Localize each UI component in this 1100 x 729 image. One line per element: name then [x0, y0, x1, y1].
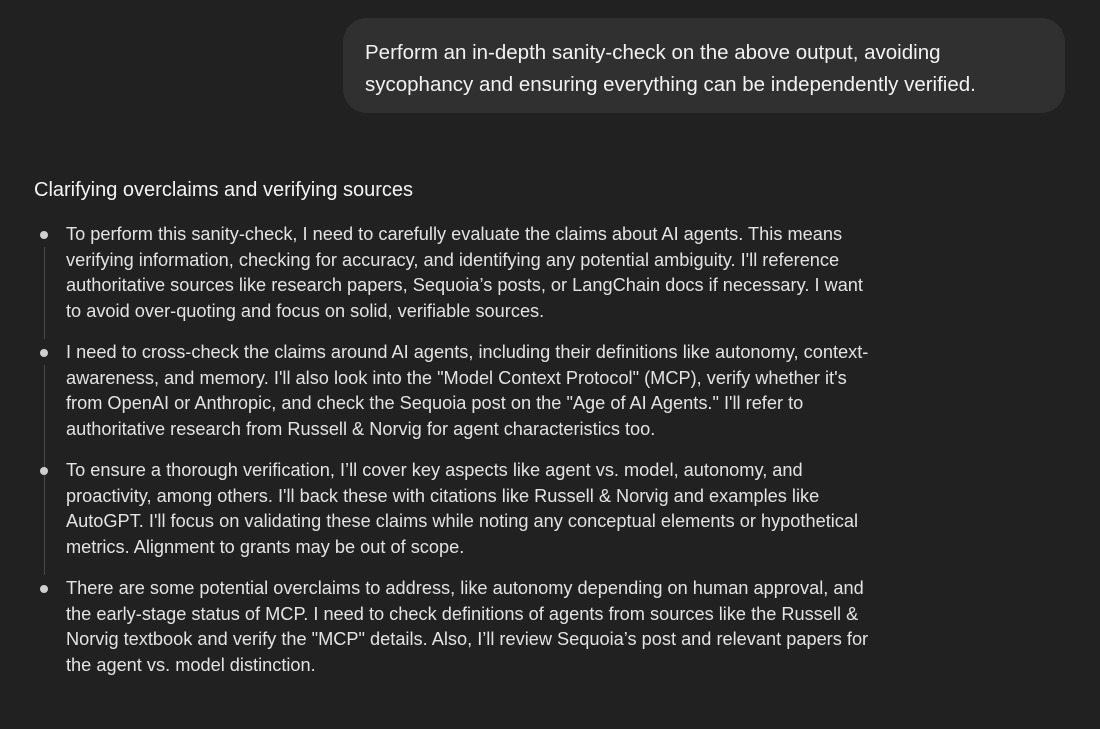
- reasoning-step-text: To ensure a thorough verification, I’ll cover key aspects like agent vs. model, autonomy, and proactivity, among others. I'll back these with citations like Russell & Norvig and examples like AutoGPT. I'll focus on validating these claims while noting any conceptual elements or hypothetical metrics. Alignment to grants may be out of scope.: [66, 460, 859, 557]
- timeline-connector: [44, 483, 45, 575]
- reasoning-step: [34, 458, 874, 560]
- user-message-text: Perform an in-depth sanity-check on the above output, avoiding sycophancy and ensuring everything can be independently verified.: [365, 41, 976, 96]
- user-message-bubble: [343, 18, 1065, 113]
- bullet-dot-icon: [40, 231, 48, 239]
- reasoning-step-text: I need to cross-check the claims around AI agents, including their definitions like autonomy, context-awareness, and memory. I'll also look into the "Model Context Protocol" (MCP), verify whether it's from OpenAI or Anthropic, and check the Sequoia post on the "Age of AI Agents." I'll refer to authoritative research from Russell & Norvig for agent characteristics too.: [66, 342, 869, 439]
- reasoning-step-text: To perform this sanity-check, I need to carefully evaluate the claims about AI agents. This means verifying information, checking for accuracy, and identifying any potential ambiguity. I'll reference authoritative sources like research papers, Sequoia’s posts, or LangChain docs if necessary. I want to avoid over-quoting and focus on solid, verifiable sources.: [66, 224, 863, 321]
- reasoning-step: [34, 340, 874, 442]
- reasoning-step-text: There are some potential overclaims to address, like autonomy depending on human approval, and the early-stage status of MCP. I need to check definitions of agents from sources like the Russell & Norvig textbook and verify the "MCP" details. Also, I’ll review Sequoia’s post and relevant papers for the agent vs. model distinction.: [66, 578, 869, 675]
- reasoning-step: [34, 576, 874, 678]
- bullet-dot-icon: [40, 467, 48, 475]
- bullet-dot-icon: [40, 349, 48, 357]
- reasoning-heading: Clarifying overclaims and verifying sources: [34, 179, 414, 201]
- bullet-dot-icon: [40, 585, 48, 593]
- reasoning-step: [34, 222, 874, 324]
- timeline-connector: [44, 247, 45, 339]
- reasoning-steps-list: [34, 222, 874, 678]
